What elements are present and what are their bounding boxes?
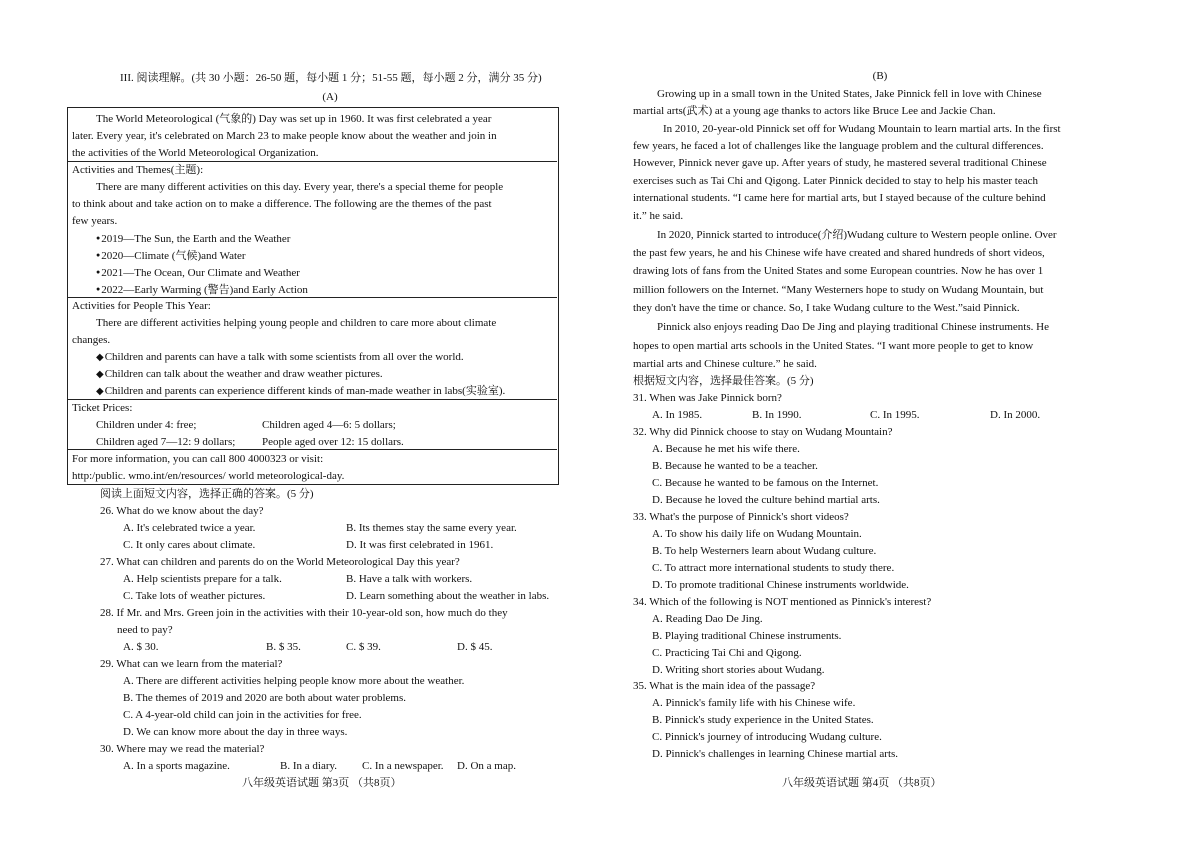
- option[interactable]: D. Learn something about the weather in labs.: [346, 590, 550, 602]
- option[interactable]: D. In 2000.: [990, 409, 1041, 421]
- option[interactable]: B. In 1990.: [752, 409, 802, 421]
- text-line: the activities of the World Meteorological Organization.: [72, 147, 319, 159]
- question-stem: 32. Why did Pinnick choose to stay on Wudang Mountain?: [633, 426, 893, 438]
- option[interactable]: A. Because he met his wife there.: [652, 443, 800, 455]
- text-line: the past few years, he and his Chinese wife have created and shared hundreds of short videos,: [633, 247, 1045, 259]
- option[interactable]: A. Help scientists prepare for a talk.: [123, 573, 282, 585]
- option[interactable]: C. In a newspaper.: [362, 760, 444, 772]
- option[interactable]: B. In a diary.: [280, 760, 338, 772]
- question-stem: 35. What is the main idea of the passage?: [633, 680, 816, 692]
- page-footer: 八年级英语试题 第3页 （共8页）: [242, 777, 402, 789]
- activity-item: ◆ Children and parents can experience different kinds of man-made weather in labs(实验室).: [96, 384, 505, 399]
- question-stem: 29. What can we learn from the material?: [100, 658, 283, 670]
- text-line: Growing up in a small town in the United States, Jake Pinnick fell in love with Chinese: [657, 88, 1042, 100]
- question-stem: 34. Which of the following is NOT mentioned as Pinnick's interest?: [633, 596, 932, 608]
- instruction: 根据短文内容，选择最佳答案。(5 分): [633, 375, 814, 387]
- option[interactable]: B. Because he wanted to be a teacher.: [652, 460, 818, 472]
- option[interactable]: C. In 1995.: [870, 409, 920, 421]
- question-stem: 33. What's the purpose of Pinnick's short videos?: [633, 511, 849, 523]
- text-line: million followers on the Internet. “Many Westerners hope to study on Wudang Mountain, but: [633, 284, 1044, 296]
- option[interactable]: A. In a sports magazine.: [123, 760, 230, 772]
- text-line: martial arts and Chinese culture.” he said.: [633, 358, 817, 370]
- option[interactable]: B. Playing traditional Chinese instruments.: [652, 630, 842, 642]
- question-stem: 28. If Mr. and Mrs. Green join in the activities with their 10-year-old son, how much do they: [100, 607, 508, 619]
- passage-a-label: (A): [322, 91, 338, 103]
- text-line: changes.: [72, 334, 111, 346]
- option[interactable]: A. It's celebrated twice a year.: [123, 522, 256, 534]
- text-line: international students. “I came here for martial arts, but I stayed because of the culture behind: [633, 192, 1046, 204]
- option[interactable]: D. It was first celebrated in 1961.: [346, 539, 494, 551]
- text-line: In 2020, Pinnick started to introduce(介绍)Wudang culture to Western people online. Over: [657, 229, 1057, 241]
- info-link: http:/public. wmo.int/en/resources/ world meteorological-day.: [72, 470, 345, 482]
- text-line: few years.: [72, 215, 118, 227]
- info-line: For more information, you can call 800 4000323 or visit:: [72, 453, 324, 465]
- question-stem: 26. What do we know about the day?: [100, 505, 264, 517]
- option[interactable]: A. Pinnick's family life with his Chinese wife.: [652, 697, 856, 709]
- text-line: it.” he said.: [633, 210, 684, 222]
- instruction: 阅读上面短文内容，选择正确的答案。(5 分): [100, 488, 314, 500]
- option[interactable]: C. To attract more international students to study there.: [652, 562, 895, 574]
- option[interactable]: D. Writing short stories about Wudang.: [652, 664, 825, 676]
- option[interactable]: D. $ 45.: [457, 641, 493, 653]
- option[interactable]: A. $ 30.: [123, 641, 159, 653]
- theme-item: ● 2020—Climate (气候)and Water: [96, 248, 246, 263]
- question-stem: 30. Where may we read the material?: [100, 743, 265, 755]
- option[interactable]: D. Pinnick's challenges in learning Chinese martial arts.: [652, 748, 899, 760]
- option[interactable]: C. It only cares about climate.: [123, 539, 256, 551]
- activity-item: ◆ Children can talk about the weather and draw weather pictures.: [96, 367, 383, 382]
- option[interactable]: A. There are different activities helping people know more about the weather.: [123, 675, 465, 687]
- option[interactable]: C. $ 39.: [346, 641, 381, 653]
- divider: [67, 399, 557, 400]
- text-line: to think about and take action on to make a difference. The following are the themes of the past: [72, 198, 492, 210]
- option[interactable]: B. Pinnick's study experience in the United States.: [652, 714, 874, 726]
- themes-heading: Activities and Themes(主题):: [72, 164, 204, 176]
- text-line: hopes to open martial arts schools in the United States. “I want more people to get to know: [633, 340, 1034, 352]
- text-line: later. Every year, it's celebrated on March 23 to make people know about the weather and join in: [72, 130, 497, 142]
- ticket-price: Children aged 4—6: 5 dollars;: [262, 419, 396, 431]
- question-stem: 31. When was Jake Pinnick born?: [633, 392, 782, 404]
- question-stem: 27. What can children and parents do on the World Meteorological Day this year?: [100, 556, 460, 568]
- option[interactable]: D. We can know more about the day in three ways.: [123, 726, 348, 738]
- ticket-price: People aged over 12: 15 dollars.: [262, 436, 404, 448]
- option[interactable]: D. On a map.: [457, 760, 516, 772]
- option[interactable]: C. Practicing Tai Chi and Qigong.: [652, 647, 802, 659]
- divider: [67, 161, 557, 162]
- option[interactable]: C. Pinnick's journey of introducing Wudang culture.: [652, 731, 882, 743]
- text-line: Pinnick also enjoys reading Dao De Jing and playing traditional Chinese instruments. He: [657, 321, 1049, 333]
- option[interactable]: A. In 1985.: [652, 409, 703, 421]
- option[interactable]: B. The themes of 2019 and 2020 are both about water problems.: [123, 692, 406, 704]
- text-line: In 2010, 20-year-old Pinnick set off for Wudang Mountain to learn martial arts. In the first: [663, 123, 1061, 135]
- ticket-heading: Ticket Prices:: [72, 402, 133, 414]
- question-stem-cont: need to pay?: [117, 624, 173, 636]
- ticket-price: Children aged 7—12: 9 dollars;: [96, 436, 236, 448]
- divider: [67, 449, 557, 450]
- option[interactable]: A. To show his daily life on Wudang Mountain.: [652, 528, 862, 540]
- text-line: The World Meteorological (气象的) Day was set up in 1960. It was first celebrated a year: [96, 113, 492, 125]
- text-line: they don't have the time or chance. So, I take Wudang culture to the West.”said Pinnick.: [633, 302, 1020, 314]
- option[interactable]: D. To promote traditional Chinese instruments worldwide.: [652, 579, 909, 591]
- option[interactable]: A. Reading Dao De Jing.: [652, 613, 763, 625]
- ticket-price: Children under 4: free;: [96, 419, 197, 431]
- divider: [67, 297, 557, 298]
- theme-item: ● 2019—The Sun, the Earth and the Weather: [96, 231, 290, 246]
- text-line: drawing lots of fans from the United States and some European countries. Now he has over 1: [633, 265, 1044, 277]
- option[interactable]: C. Because he wanted to be famous on the Internet.: [652, 477, 879, 489]
- text-line: There are many different activities on this day. Every year, there's a special theme for people: [96, 181, 504, 193]
- text-line: There are different activities helping young people and children to care more about climate: [96, 317, 497, 329]
- section-header: III. 阅读理解。(共 30 小题：26-50 题，每小题 1 分；51-55 题，每小题 2 分，满分 35 分): [120, 72, 542, 84]
- theme-item: ● 2022—Early Warming (警告)and Early Action: [96, 282, 308, 297]
- option[interactable]: B. Have a talk with workers.: [346, 573, 473, 585]
- text-line: martial arts(武术) at a young age thanks to actors like Bruce Lee and Jackie Chan.: [633, 105, 996, 117]
- activities-heading: Activities for People This Year:: [72, 300, 211, 312]
- option[interactable]: D. Because he loved the culture behind martial arts.: [652, 494, 880, 506]
- text-line: However, Pinnick never gave up. After years of study, he mastered several traditional Chinese: [633, 157, 1047, 169]
- activity-item: ◆ Children and parents can have a talk with some scientists from all over the world.: [96, 350, 464, 365]
- option[interactable]: C. A 4-year-old child can join in the activities for free.: [123, 709, 362, 721]
- option[interactable]: B. To help Westerners learn about Wudang culture.: [652, 545, 877, 557]
- text-line: exercises such as Tai Chi and Qigong. Later Pinnick decided to stay to help his master teach: [633, 175, 1039, 187]
- text-line: few years, he faced a lot of challenges like the language problem and the cultural differences.: [633, 140, 1044, 152]
- option[interactable]: C. Take lots of weather pictures.: [123, 590, 266, 602]
- theme-item: ● 2021—The Ocean, Our Climate and Weather: [96, 265, 300, 280]
- passage-b-label: (B): [872, 70, 888, 82]
- page-footer: 八年级英语试题 第4页 （共8页）: [782, 777, 942, 789]
- option[interactable]: B. $ 35.: [266, 641, 301, 653]
- option[interactable]: B. Its themes stay the same every year.: [346, 522, 517, 534]
